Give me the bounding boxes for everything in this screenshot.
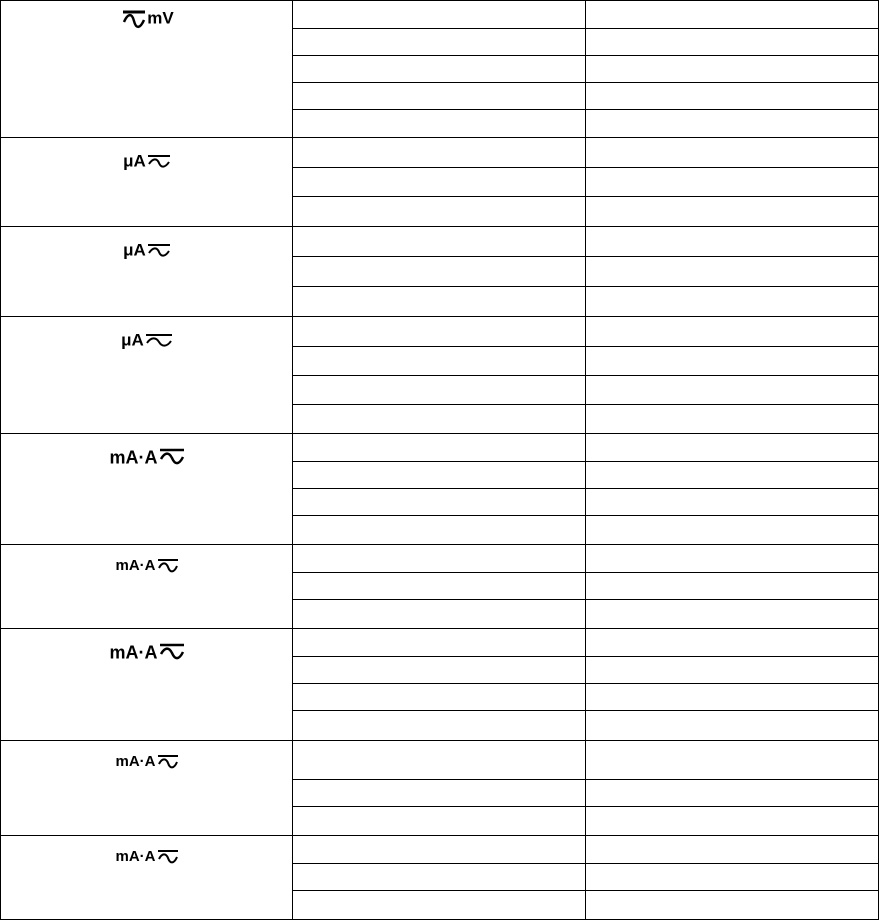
table-row (293, 515, 879, 544)
table-row (293, 461, 879, 488)
function-symbol (1, 329, 294, 352)
table-row (293, 572, 879, 599)
function-cell (0, 317, 293, 433)
table-row (293, 836, 879, 863)
function-symbol (1, 445, 294, 468)
table-row (293, 196, 879, 226)
table-row (293, 599, 879, 628)
function-symbol-text: mA·A (115, 848, 156, 866)
table-row (293, 710, 879, 740)
function-symbol (1, 150, 294, 173)
function-symbol (1, 751, 294, 773)
function-symbol (1, 7, 294, 30)
ac-dc-icon (158, 446, 186, 468)
table-row (293, 256, 879, 286)
function-symbol (1, 640, 294, 663)
function-symbol (1, 239, 294, 262)
function-cell (0, 138, 293, 226)
function-symbol-text: mA·A (115, 753, 156, 771)
ac-dc-icon (121, 8, 147, 30)
function-symbol-text: μA (121, 330, 144, 350)
ac-dc-icon (156, 847, 180, 867)
table-row (293, 629, 879, 656)
table-row (293, 286, 879, 316)
ac-dc-icon (144, 332, 174, 350)
ac-dc-icon (158, 641, 186, 663)
function-symbol-text: μA (123, 240, 146, 260)
function-symbol-text: mA·A (115, 557, 156, 575)
function-cell (0, 836, 293, 919)
table-row (293, 683, 879, 710)
table-row (293, 741, 879, 779)
function-cell (0, 629, 293, 740)
table-row (293, 1, 879, 28)
table-row (293, 806, 879, 835)
table-row (293, 109, 879, 137)
function-symbol (1, 846, 294, 868)
function-symbol-text: mV (147, 8, 174, 28)
table-row (293, 82, 879, 109)
row-group-ua (0, 226, 879, 316)
function-cell (0, 227, 293, 316)
function-cell (0, 545, 293, 628)
row-group-mv (0, 0, 879, 137)
table-row (293, 28, 879, 55)
table-row (293, 545, 879, 572)
table-row (293, 375, 879, 404)
ac-dc-icon (146, 153, 172, 171)
function-cell (0, 1, 293, 137)
ac-dc-icon (156, 752, 180, 772)
row-group-ma (0, 835, 879, 920)
function-symbol-text: mA·A (109, 447, 158, 468)
table-row (293, 890, 879, 919)
function-symbol (1, 555, 294, 577)
row-group-ma (0, 740, 879, 835)
table-row (293, 227, 879, 256)
table-row (293, 434, 879, 461)
ac-dc-icon (146, 242, 172, 260)
table-row (293, 167, 879, 196)
table-row (293, 488, 879, 515)
table-row (293, 55, 879, 82)
row-group-ma (0, 544, 879, 628)
row-group-ma (0, 433, 879, 544)
row-group-ma (0, 628, 879, 740)
row-group-ua (0, 137, 879, 226)
row-group-ua (0, 316, 879, 433)
function-symbol-text: mA·A (109, 642, 158, 663)
table-row (293, 346, 879, 375)
ac-dc-icon (156, 556, 180, 576)
function-cell (0, 741, 293, 835)
table-row (293, 656, 879, 683)
table-row (293, 779, 879, 806)
function-symbol-text: μA (123, 151, 146, 171)
table-row (293, 863, 879, 890)
function-cell (0, 434, 293, 544)
table-row (293, 317, 879, 346)
table-row (293, 404, 879, 433)
table-row (293, 138, 879, 167)
